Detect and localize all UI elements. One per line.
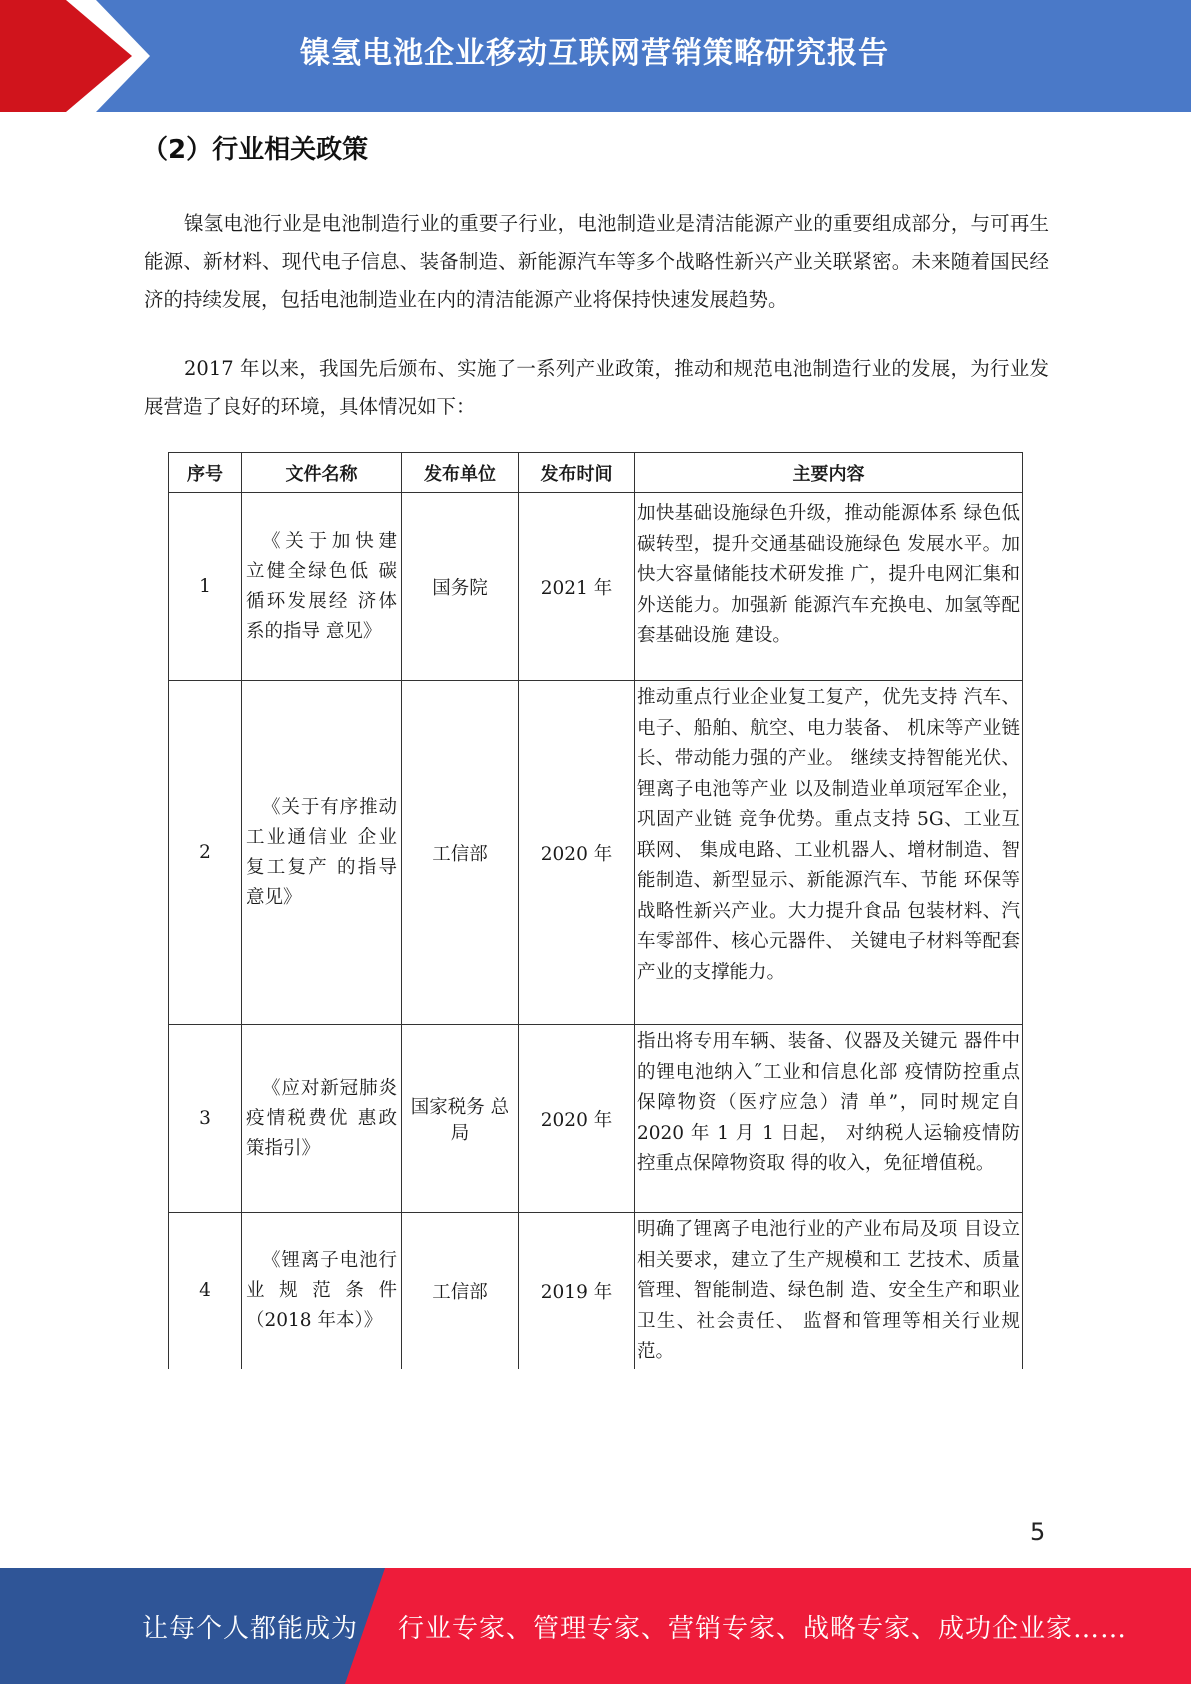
header-no: 序号 xyxy=(169,453,242,493)
table-header-row xyxy=(169,453,1023,493)
report-title: 镍氢电池企业移动互联网营销策略研究报告 xyxy=(300,36,889,71)
cell-doc-name: 《应对新冠肺炎疫情税费优 惠政策指引》 xyxy=(242,1025,402,1213)
cell-date: 2020 年 xyxy=(519,681,635,1025)
cell-no: 4 xyxy=(169,1213,242,1369)
header-banner xyxy=(0,0,1191,112)
table-row xyxy=(169,1213,1023,1369)
cell-issuer: 工信部 xyxy=(402,1213,519,1369)
table-row xyxy=(169,1025,1023,1213)
table-row xyxy=(169,493,1023,681)
cell-doc-name: 《关于加快建 立健全绿色低 碳循环发展经 济体系的指导 意见》 xyxy=(242,493,402,681)
cell-date: 2021 年 xyxy=(519,493,635,681)
footer-banner xyxy=(0,1568,1191,1684)
cell-date: 2019 年 xyxy=(519,1213,635,1369)
cell-issuer: 工信部 xyxy=(402,681,519,1025)
cell-content: 指出将专用车辆、装备、仪器及关键元 器件中的锂电池纳入˝工业和信息化部 疫情防控重点保障物资（医疗应急）清 单”，同时规定自 2020 年 1 月 1 日起， 对纳税人运输疫情防控重点保障物资取 得的收入，免征增值税。 xyxy=(635,1025,1023,1213)
cell-no: 2 xyxy=(169,681,242,1025)
header-content: 主要内容 xyxy=(635,453,1023,493)
cell-content: 推动重点行业企业复工复产，优先支持 汽车、电子、船舶、航空、电力装备、 机床等产业链长、带动能力强的产业。 继续支持智能光伏、锂离子电池等产业 以及制造业单项冠军企业，巩固产业链 竞争优势。重点支持 5G、工业互联网、 集成电路、工业机器人、增材制造、智 能制造、新型显示、新能源汽车、节能 环保等战略性新兴产业。大力提升食品 包装材料、汽车零部件、核心元器件、 关键电子材料等配套产业的支撑能力。 xyxy=(635,681,1023,1025)
table-row xyxy=(169,681,1023,1025)
cell-doc-name: 《锂离子电池行业规范条件（2018 年本）》 xyxy=(242,1213,402,1369)
cell-no: 1 xyxy=(169,493,242,681)
header-issuer: 发布单位 xyxy=(402,453,519,493)
footer-slogan-right: 行业专家、管理专家、营销专家、战略专家、成功企业家…… xyxy=(398,1614,1128,1644)
intro-paragraph: 镍氢电池行业是电池制造行业的重要子行业，电池制造业是清洁能源产业的重要组成部分，与可再生能源、新材料、现代电子信息、装备制造、新能源汽车等多个战略性新兴产业关联紧密。未来随着国民经济的持续发展，包括电池制造业在内的清洁能源产业将保持快速发展趋势。 xyxy=(144,212,1049,311)
policy-intro-paragraph: 2017 年以来，我国先后颁布、实施了一系列产业政策，推动和规范电池制造行业的发展，为行业发展营造了良好的环境，具体情况如下： xyxy=(144,357,1049,418)
cell-date: 2020 年 xyxy=(519,1025,635,1213)
section-heading: （2）行业相关政策 xyxy=(142,135,369,165)
policy-table xyxy=(168,452,1023,1369)
cell-content: 加快基础设施绿色升级，推动能源体系 绿色低碳转型，提升交通基础设施绿色 发展水平。加快大容量储能技术研发推 广，提升电网汇集和外送能力。加强新 能源汽车充换电、加氢等配套基础设施 建设。 xyxy=(635,493,1023,681)
cell-content: 明确了锂离子电池行业的产业布局及项 目设立相关要求，建立了生产规模和工 艺技术、质量管理、智能制造、绿色制 造、安全生产和职业卫生、社会责任、 监督和管理等相关行业规范。 xyxy=(635,1213,1023,1369)
cell-no: 3 xyxy=(169,1025,242,1213)
header-doc-name: 文件名称 xyxy=(242,453,402,493)
page-number: 5 xyxy=(1030,1518,1046,1546)
header-date: 发布时间 xyxy=(519,453,635,493)
cell-doc-name: 《关于有序推动工业通信业 企业复工复产 的指导意见》 xyxy=(242,681,402,1025)
cell-issuer: 国家税务 总局 xyxy=(402,1025,519,1213)
footer-slogan-left: 让每个人都能成为 xyxy=(142,1614,359,1644)
cell-issuer: 国务院 xyxy=(402,493,519,681)
